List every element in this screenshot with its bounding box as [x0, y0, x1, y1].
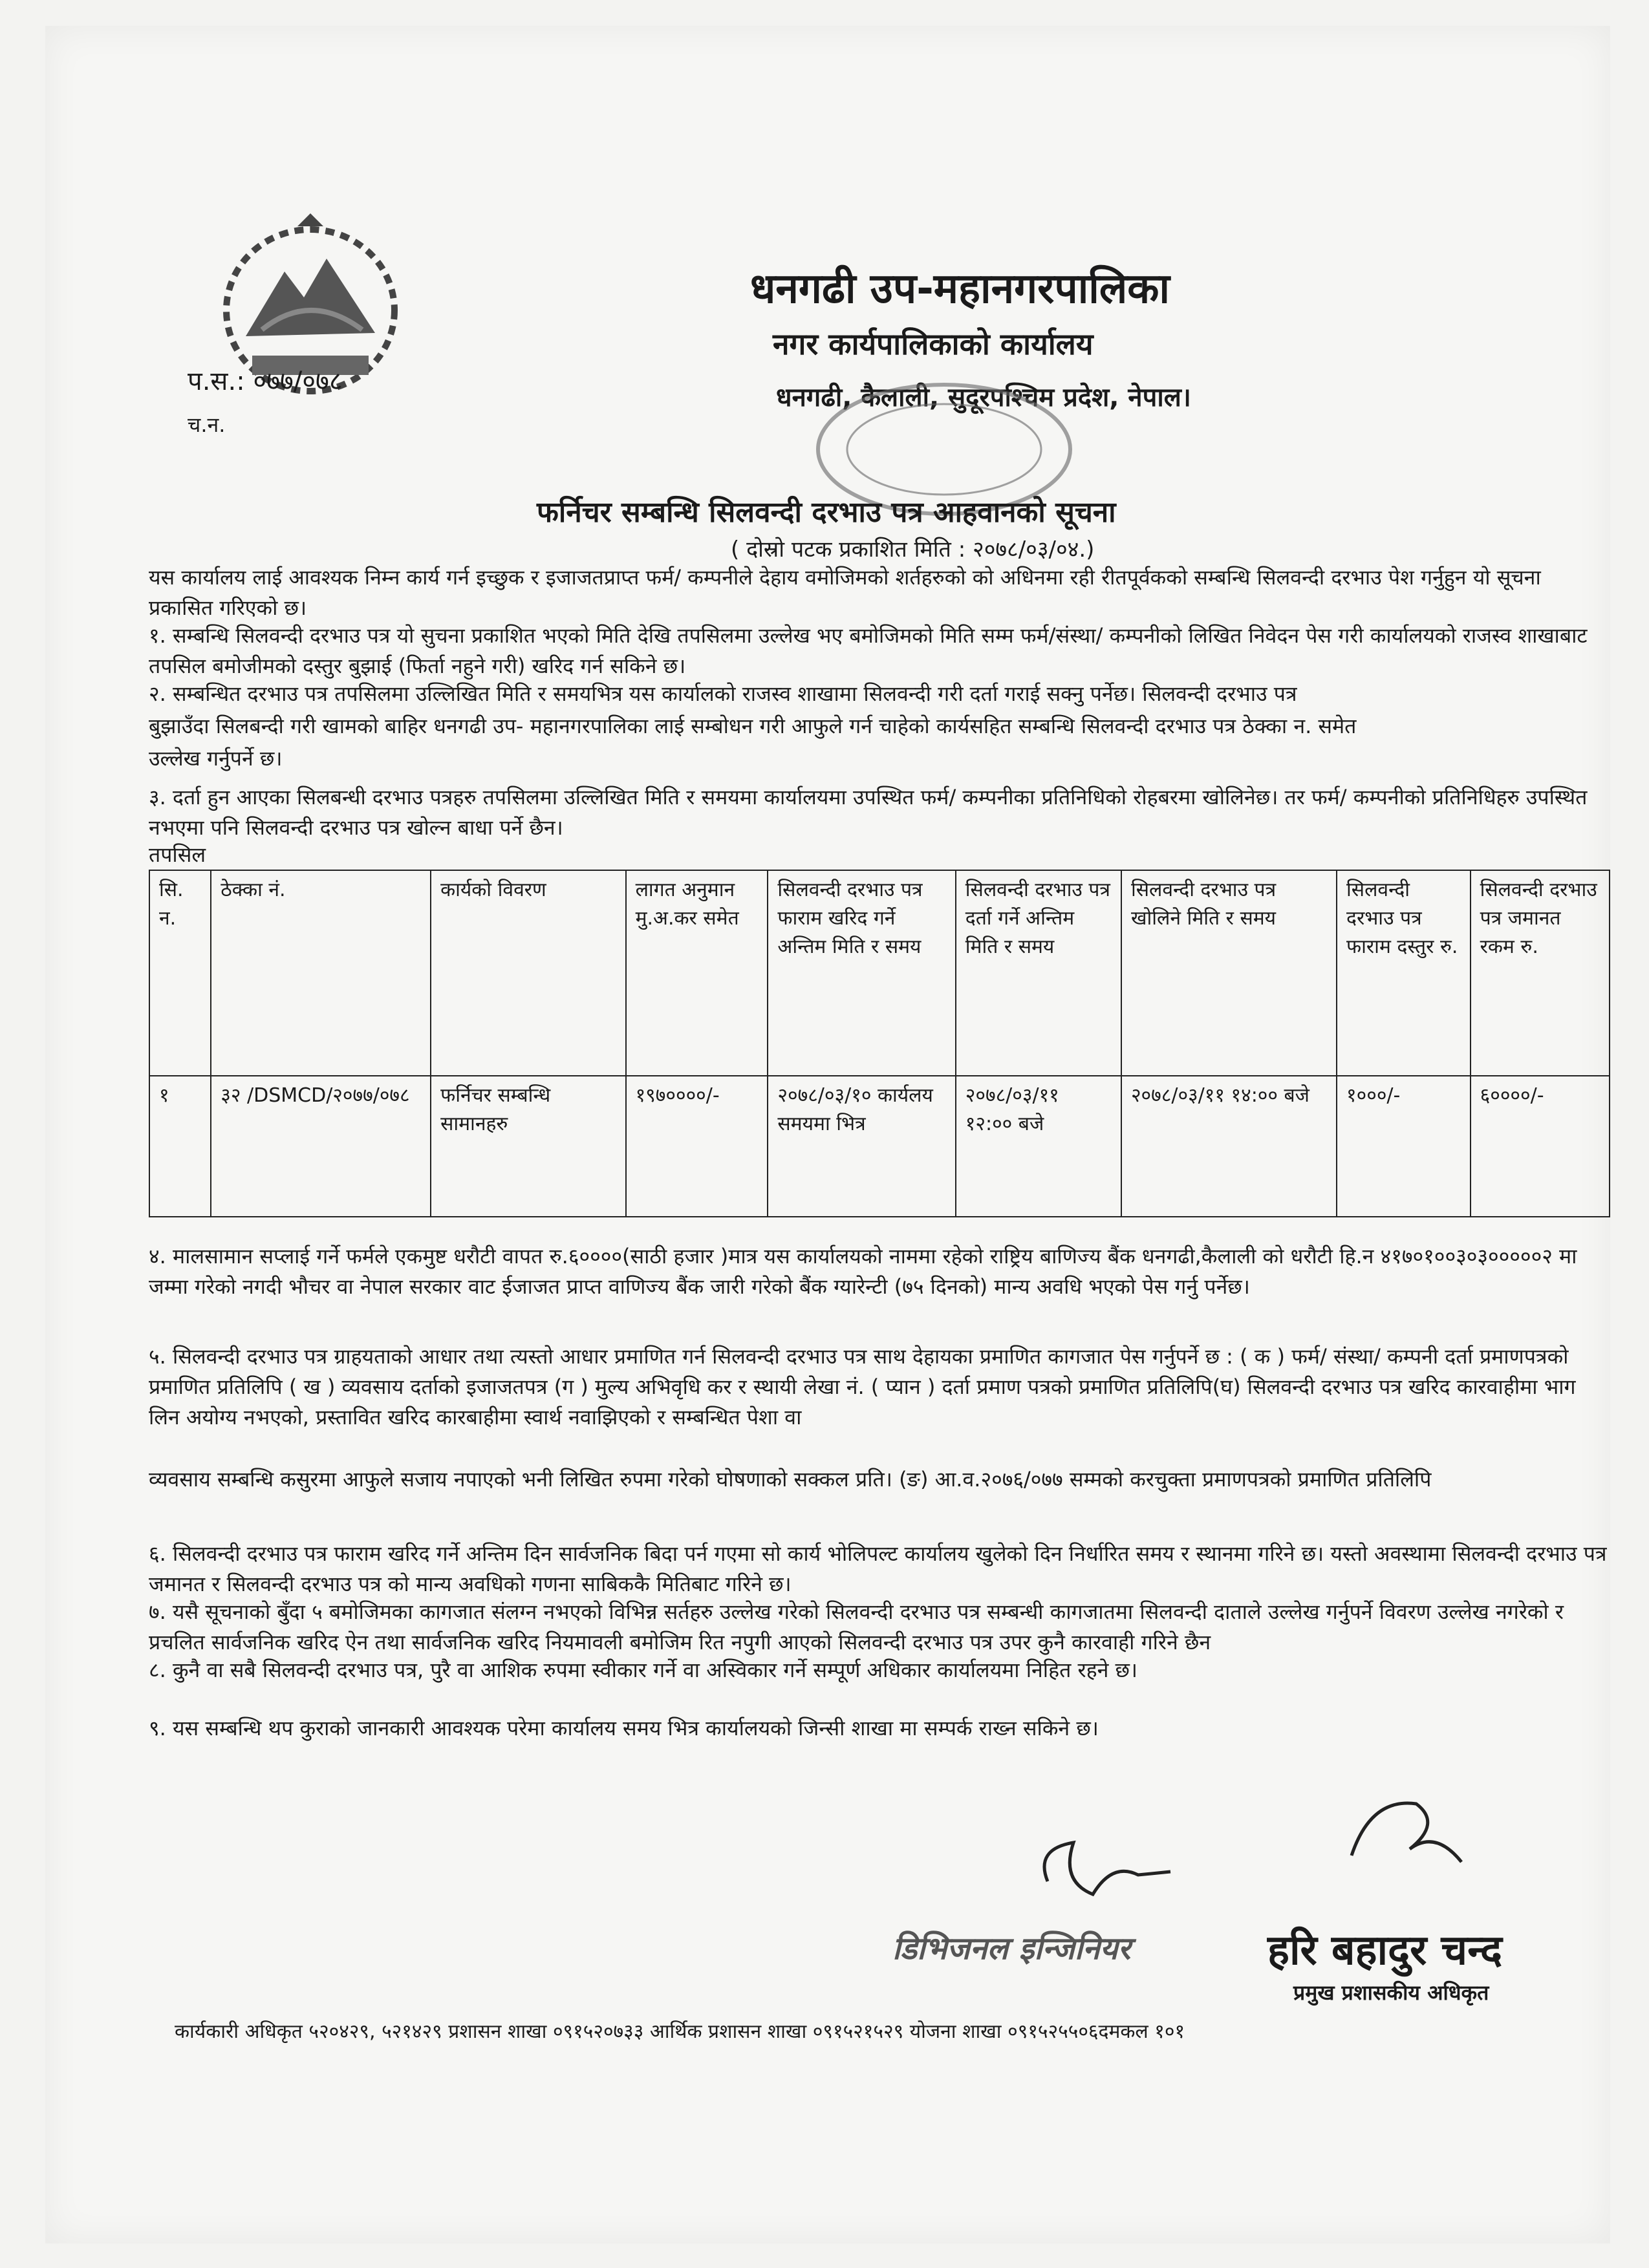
header-contract: ठेक्का नं.	[211, 870, 431, 1076]
clause-2-continued: बुझाउँदा सिलबन्दी गरी खामको बाहिर धनगढी उप- महानगरपालिका लाई सम्बोधन गरी आफुले गर्न चाहेको कार्यसहित सम्बन्धि सिलवन्दी दरभाउ पत्र ठेक्का न. समेत	[149, 714, 1357, 738]
chalani-number: च.न.	[188, 412, 226, 437]
header-form-fee: सिलवन्दी दरभाउ पत्र फाराम दस्तुर रु.	[1337, 870, 1471, 1076]
cell-purchase-deadline: २०७८/०३/१० कार्यलय समयमा भित्र	[768, 1076, 955, 1217]
cell-estimate: १९७००००/-	[626, 1076, 768, 1217]
intro-paragraph: यस कार्यालय लाई आवश्यक निम्न कार्य गर्न इच्छुक र इजाजतप्राप्त फर्म/ कम्पनीले देहाय वमोजिमको शर्तहरुको को अधिनमा रही रीतपूर्वकको सम्बन्धि सिलवन्दी दरभाउ पेश गर्नुहुन यो सूचना प्रकासित गरिएको छ।	[149, 565, 1541, 620]
cell-contract: ३२ /DSMCD/२०७७/०७८	[211, 1076, 431, 1217]
officer-name: हरि बहादुर चन्द	[1267, 1927, 1502, 1974]
clause-4: ४. मालसामान सप्लाई गर्ने फर्मले एकमुष्ट धरौटी वापत रु.६००००(साठी हजार )मात्र यस कार्यालयको नाममा रहेको राष्ट्रिय बाणिज्य बैंक धनगढी,कैलाली को धरौटी हि.न ४१७०१००३०३०००००२ मा जम्मा गरेको नगदी भौचर वा नेपाल सरकार वाट ईजाजत प्राप्त वाणिज्य बैंक जारी गरेको बैंक ग्यारेन्टी (७५ दिनको) मान्य अवधि भएको पेस गर्नु पर्नेछ।	[149, 1244, 1577, 1299]
cell-form-fee: १०००/-	[1337, 1076, 1471, 1217]
contact-footer: कार्यकारी अधिकृत ५२०४२९, ५२१४२९ प्रशासन शाखा ०९१५२०७३३ आर्थिक प्रशासन शाखा ०९१५२१५२९ योजना शाखा ०९१५२५५०६दमकल १०१	[175, 2020, 1185, 2043]
cell-sn: १	[149, 1076, 211, 1217]
table-row	[149, 1076, 1610, 1217]
office-name: धनगढी उप-महानगरपालिका	[750, 265, 1170, 313]
engineer-signature-icon	[1022, 1823, 1216, 1927]
clause-3: ३. दर्ता हुन आएका सिलबन्धी दरभाउ पत्रहरु तपसिलमा उल्लिखित मिति र समयमा कार्यालयमा उपस्थित फर्म/ कम्पनीका प्रतिनिधिको रोहबरमा खोलिनेछ। तर फर्म/ कम्पनीको प्रतिनिधिहरु उपस्थित नभएमा पनि सिलवन्दी दरभाउ पत्र खोल्न बाधा पर्ने छैन।	[149, 785, 1588, 840]
header-bid-security: सिलवन्दी दरभाउ पत्र जमानत रकम रु.	[1471, 870, 1610, 1076]
notice-title: फर्निचर सम्बन्धि सिलवन्दी दरभाउ पत्र आहवानको सूचना	[537, 496, 1116, 529]
cell-bid-security: ६००००/-	[1471, 1076, 1610, 1217]
header-sn: सि. न.	[149, 870, 211, 1076]
cell-description: फर्निचर सम्बन्धि सामानहरु	[431, 1076, 626, 1217]
clause-9: ९. यस सम्बन्धि थप कुराको जानकारी आवश्यक परेमा कार्यालय समय भित्र कार्यालयको जिन्सी शाखा मा सम्पर्क राख्न सकिने छ।	[149, 1716, 1099, 1740]
schedule-label: तपसिल	[149, 842, 206, 867]
header-purchase-deadline: सिलवन्दी दरभाउ पत्र फाराम खरिद गर्ने अन्तिम मिति र समय	[768, 870, 955, 1076]
clause-2-end: उल्लेख गर्नुपर्ने छ।	[149, 746, 283, 771]
office-subtitle: नगर कार्यपालिकाको कार्यालय	[773, 326, 1094, 361]
notice-subtitle: ( दोस्रो पटक प्रकाशित मिति : २०७८/०३/०४.)	[731, 537, 1095, 562]
clause-5-continued: व्यवसाय सम्बन्धि कसुरमा आफुले सजाय नपाएको भनी लिखित रुपमा गरेको घोषणाको सक्कल प्रति। (ङ) आ.व.२०७६/०७७ सम्मको करचुक्ता प्रमाणपत्रको प्रमाणित प्रतिलिपि	[149, 1467, 1432, 1492]
clause-6: ६. सिलवन्दी दरभाउ पत्र फाराम खरिद गर्ने अन्तिम दिन सार्वजनिक बिदा पर्न गएमा सो कार्य भोलिपल्ट कार्यालय खुलेको दिन निर्धारित समय र स्थानमा गरिने छ। यस्तो अवस्थामा सिलवन्दी दरभाउ पत्र जमानत र सिलवन्दी दरभाउ पत्र को मान्य अवधिको गणना साबिककै मितिबाट गरिने छ।	[149, 1541, 1607, 1596]
clause-5: ५. सिलवन्दी दरभाउ पत्र ग्राहयताको आधार तथा त्यस्तो आधार प्रमाणित गर्न सिलवन्दी दरभाउ पत्र साथ देहायका प्रमाणित कागजात पेस गर्नुपर्ने छ : ( क ) फर्म/ संस्था/ कम्पनी दर्ता प्रमाणपत्रको प्रमाणित प्रतिलिपि ( ख ) व्यवसाय दर्ताको इजाजतपत्र (ग ) मुल्य अभिवृधि कर र स्थायी लेखा नं. ( प्यान ) दर्ता प्रमाण पत्रको प्रमाणित प्रतिलिपि(घ) सिलवन्दी दरभाउ पत्र खरिद कारवाहीमा भाग लिन अयोग्य नभएको, प्रस्तावित खरिद कारबाहीमा स्वार्थ नवाझिएको र सम्बन्धित पेशा वा	[149, 1344, 1576, 1429]
clause-2: २. सम्बन्धित दरभाउ पत्र तपसिलमा उल्लिखित मिति र समयभित्र यस कार्यालको राजस्व शाखामा सिलवन्दी गरी दर्ता गराई सक्नु पर्नेछ। सिलवन्दी दरभाउ पत्र	[149, 681, 1297, 706]
bid-schedule-table	[149, 870, 1610, 1217]
cell-registration-deadline: २०७८/०३/११ १२:०० बजे	[956, 1076, 1121, 1217]
officer-title: प्रमुख प्रशासकीय अधिकृत	[1293, 1980, 1489, 2005]
header-description: कार्यको विवरण	[431, 870, 626, 1076]
office-address: धनगढी, कैलाली, सुदूरपश्चिम प्रदेश, नेपाल।	[776, 383, 1191, 412]
cell-opening: २०७८/०३/११ १४:०० बजे	[1121, 1076, 1337, 1217]
header-opening: सिलवन्दी दरभाउ पत्र खोलिने मिति र समय	[1121, 870, 1337, 1076]
header-registration-deadline: सिलवन्दी दरभाउ पत्र दर्ता गर्ने अन्तिम मिति र समय	[956, 870, 1121, 1076]
engineer-title: डिभिजनल इन्जिनियर	[892, 1931, 1131, 1967]
table-header-row	[149, 870, 1610, 1076]
officer-signature-icon	[1332, 1784, 1494, 1881]
clause-8: ८. कुनै वा सबै सिलवन्दी दरभाउ पत्र, पुरै वा आशिक रुपमा स्वीकार गर्ने वा अस्विकार गर्ने सम्पूर्ण अधिकार कार्यालयमा निहित रहने छ।	[149, 1658, 1138, 1682]
clause-1: १. सम्बन्धि सिलवन्दी दरभाउ पत्र यो सुचना प्रकाशित भएको मिति देखि तपसिलमा उल्लेख भए बमोजिमको मिति सम्म फर्म/संस्था/ कम्पनीको लिखित निवेदन पेस गरी कार्यालयको राजस्व शाखाबाट तपसिल बमोजीमको दस्तुर बुझाई (फिर्ता नहुने गरी) खरिद गर्न सकिने छ।	[149, 623, 1588, 678]
clause-7: ७. यसै सूचनाको बुँदा ५ बमोजिमका कागजात संलग्न नभएको विभिन्न सर्तहरु उल्लेख गरेको सिलवन्दी दरभाउ पत्र सम्बन्धी कागजातमा सिलवन्दी दाताले उल्लेख गर्नुपर्ने विवरण उल्लेख नगरेको र प्रचलित सार्वजनिक खरिद ऐन तथा सार्वजनिक खरिद नियमावली बमोजिम रित नपुगी आएको सिलवन्दी दरभाउ पत्र उपर कुनै कारवाही गरिने छैन	[149, 1599, 1564, 1654]
reference-number: प.स.: ०७७/०७८	[188, 367, 343, 396]
header-estimate: लागत अनुमान मु.अ.कर समेत	[626, 870, 768, 1076]
